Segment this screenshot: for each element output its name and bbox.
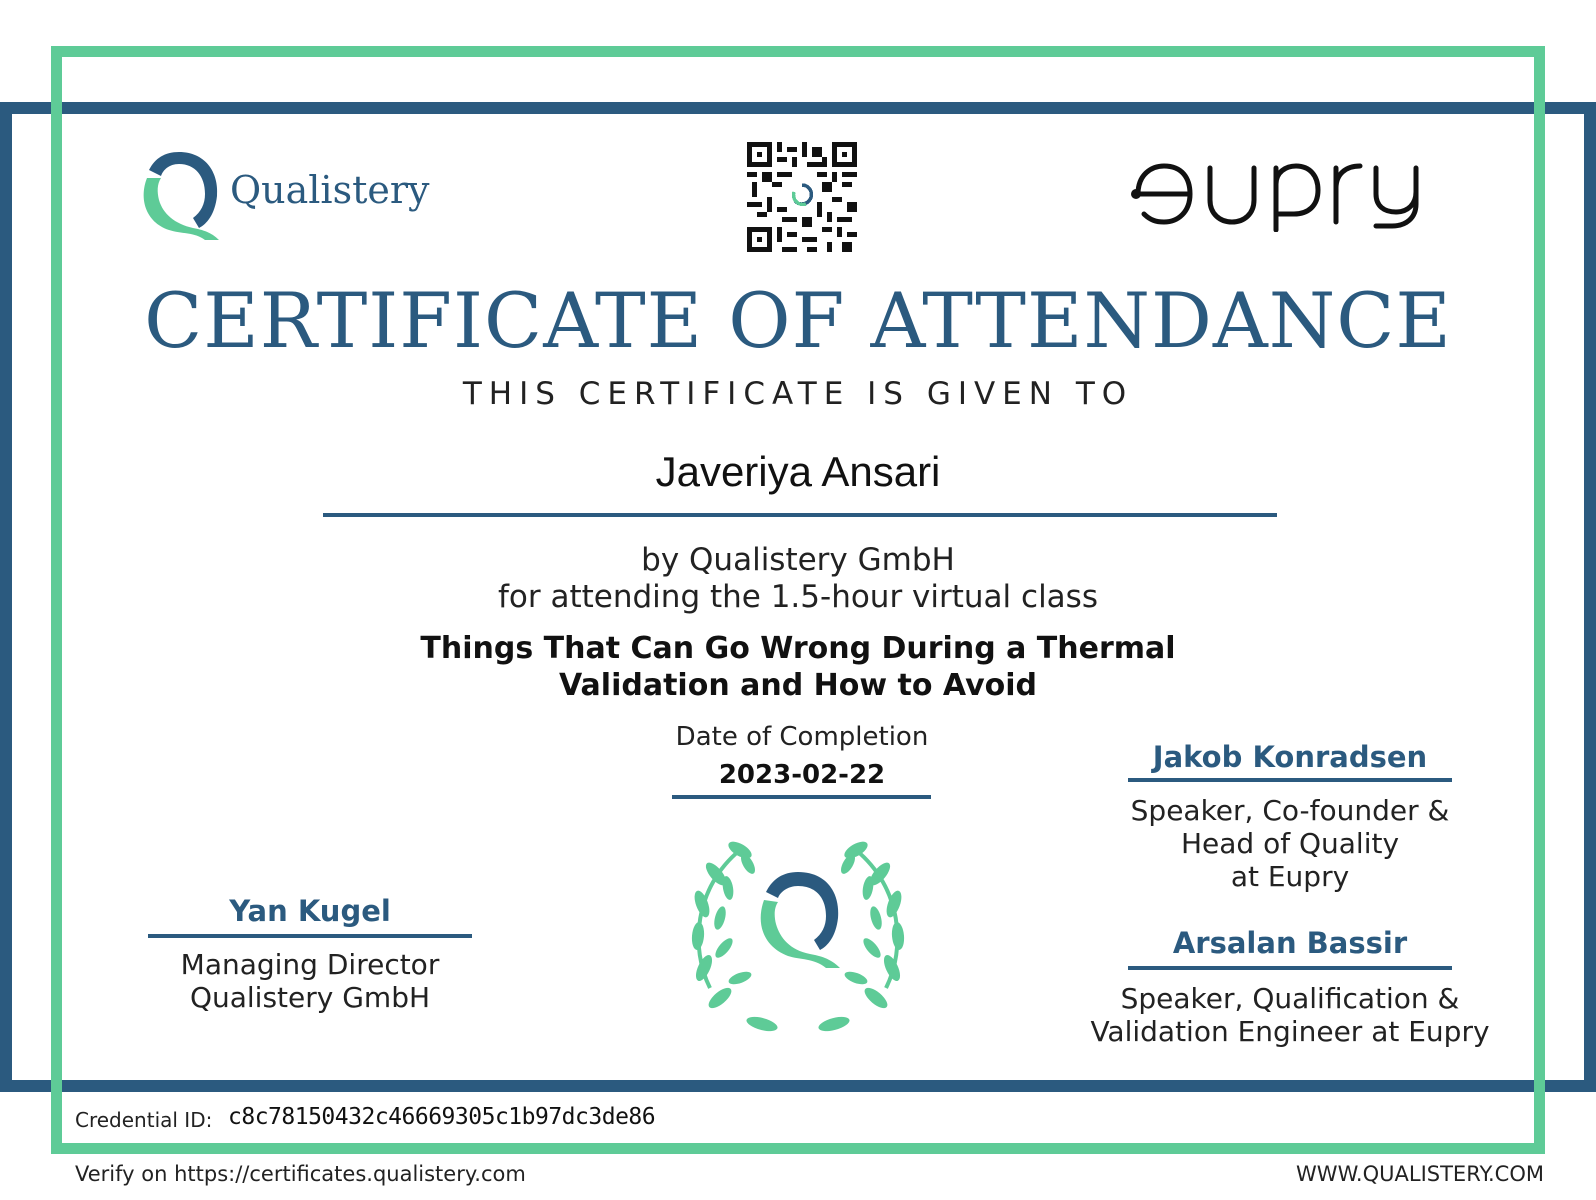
course-title-line1: Things That Can Go Wrong During a Thermal bbox=[420, 631, 1176, 666]
eupry-logo bbox=[1130, 160, 1440, 232]
credential-id: c8c78150432c46669305c1b97dc3de86 bbox=[228, 1104, 656, 1130]
given-to-label: THIS CERTIFICATE IS GIVEN TO bbox=[462, 376, 1134, 412]
laurel-seal-icon bbox=[680, 828, 916, 1042]
course-title-line2: Validation and How to Avoid bbox=[558, 668, 1037, 703]
signatory-role-jakob bbox=[1098, 794, 1482, 893]
role-line: at Eupry bbox=[1230, 860, 1350, 893]
qualistery-logo-mark bbox=[135, 148, 223, 240]
course-title bbox=[0, 630, 1596, 704]
byline-block bbox=[0, 542, 1596, 616]
certificate-title: CERTIFICATE OF ATTENDANCE bbox=[144, 276, 1452, 365]
role-line: Speaker, Qualification & bbox=[1120, 982, 1460, 1015]
signatory-name-arsalan: Arsalan Bassir bbox=[1172, 926, 1408, 960]
role-line: Head of Quality bbox=[1180, 827, 1400, 860]
recipient-underline bbox=[323, 513, 1277, 517]
credential-label: Credential ID: bbox=[75, 1108, 213, 1132]
signatory-rule-arsalan bbox=[1128, 966, 1452, 970]
role-line: Validation Engineer at Eupry bbox=[1090, 1015, 1490, 1048]
verify-text: Verify on https://certificates.qualistery.com bbox=[75, 1162, 526, 1186]
qr-code-icon bbox=[747, 142, 857, 252]
signatory-name-yan: Yan Kugel bbox=[229, 894, 391, 928]
role-line: Speaker, Co-founder & bbox=[1130, 794, 1450, 827]
role-line: Qualistery GmbH bbox=[189, 981, 431, 1014]
date-label: Date of Completion bbox=[675, 722, 929, 752]
role-line: Managing Director bbox=[180, 948, 440, 981]
date-value: 2023-02-22 bbox=[718, 760, 886, 790]
by-line: by Qualistery GmbH bbox=[641, 542, 955, 578]
attend-line: for attending the 1.5-hour virtual class bbox=[498, 579, 1098, 615]
qualistery-logo-text: Qualistery bbox=[230, 168, 430, 212]
signatory-rule-jakob bbox=[1128, 778, 1452, 782]
signatory-name-jakob: Jakob Konradsen bbox=[1152, 740, 1428, 774]
signatory-rule-yan bbox=[148, 934, 472, 938]
website-text: WWW.QUALISTERY.COM bbox=[1296, 1162, 1544, 1186]
signatory-role-yan bbox=[148, 948, 472, 1014]
recipient-name: Javeriya Ansari bbox=[655, 448, 941, 495]
date-underline bbox=[672, 795, 931, 799]
signatory-role-arsalan bbox=[1078, 982, 1502, 1048]
